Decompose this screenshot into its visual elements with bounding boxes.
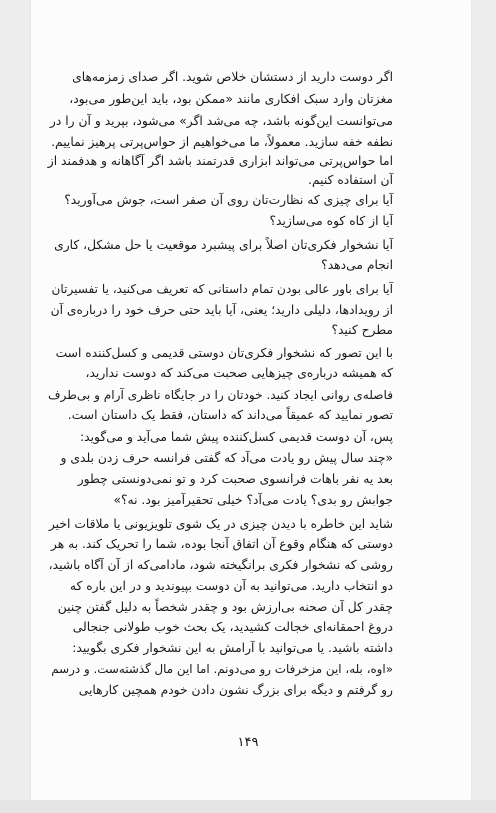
text-line: داشته باشید. یا می‌توانید با آرامش به این نشخوار فکری بگویید: <box>72 641 393 655</box>
text-line: روشی که نشخوار فکری برانگیخته شود، مادامی‌که از آن آگاه باشید، <box>48 558 393 572</box>
text-line: مغزتان وارد سبک افکاری مانند «ممکن بود، باید این‌طور می‌بود، <box>69 92 393 106</box>
text-line: که همیشه درباره‌ی چیزهایی صحبت می‌کند که دوست ندارید، <box>85 366 393 380</box>
text-line: دروغ احمقانه‌ای خجالت کشیدید، یک بحث خوب طولانی جنجالی <box>72 620 393 634</box>
text-line: از رویدادها، دلیلی دارید؛ یعنی، آیا باید حتی حرف خود را درباره‌ی آن <box>50 303 393 317</box>
text-line: آیا برای باور عالی بودن تمام داستانی که تعریف می‌کنید، یا تفسیرتان <box>51 282 393 296</box>
text-line: رو گرفتم و دیگه برای بزرگ نشون دادن خودم همچین کارهایی <box>78 683 393 697</box>
text-line: نطفه خفه سازید. معمولاً، ما می‌خواهیم از حواس‌پرتی پرهیز نماییم. <box>51 135 393 149</box>
text-line: شاید این خاطره با دیدن چیزی در یک شوی تلویزیونی یا ملاقات اخیر <box>48 517 393 531</box>
text-line: بعد یه نفر باهات فرانسوی صحبت کرد و تو نمی‌دونستی چطور <box>77 472 393 486</box>
text-line: می‌توانست این‌گونه باشد، چه می‌شد اگر» می‌شود، بپرید و آن را در <box>49 114 393 128</box>
text-line: آیا برای چیزی که نظارت‌تان روی آن صفر است، جوش می‌آورید؟ <box>64 193 393 207</box>
text-line: پس، آن دوست قدیمی کسل‌کننده پیش شما می‌آید و می‌گوید: <box>79 430 393 444</box>
text-line: جوابش رو بدی؟ یادت می‌آد؟ خیلی تحقیرآمیز بود. نه؟» <box>113 493 393 507</box>
text-line: «چند سال پیش رو یادت می‌آد که گفتی فرانسه حرف زدن بلدی و <box>60 451 393 465</box>
text-line: «اوه، بله، این مزخرفات رو می‌دونم. اما این مال گذشته‌ست. و درسم <box>51 662 393 676</box>
page-number: ۱۴۹ <box>237 735 259 750</box>
text-line: تصور نمایید که عمیقاً می‌داند که داستان، فقط یک داستان است. <box>67 408 393 422</box>
text-line: انجام می‌دهد؟ <box>321 258 393 272</box>
text-line: با این تصور که نشخوار فکری‌تان دوستی قدیمی و کسل‌کننده است <box>55 346 393 360</box>
text-line: مطرح کنید؟ <box>331 323 393 337</box>
text-line: دوستی که هنگام وقوع آن اتفاق آنجا بوده، شما را تحریک کند. به هر <box>50 537 393 551</box>
text-line: اما حواس‌پرتی می‌تواند ابزاری قدرتمند باشد اگر آگاهانه و هدفمند از <box>47 154 393 168</box>
text-line: اگر دوست دارید از دستشان خلاص شوید. اگر صدای زمزمه‌های <box>72 70 393 84</box>
text-line: فاصله‌ی روانی ایجاد کنید. خودتان را در جایگاه ناظری آرام و بی‌طرف <box>48 388 393 402</box>
text-line: آیا نشخوار فکری‌تان اصلاً برای پیشبرد موقعیت یا حل مشکل، کاری <box>54 238 393 252</box>
text-line: آن استفاده کنیم. <box>308 173 393 187</box>
bottom-strip <box>0 800 496 813</box>
text-line: چقدر کل آن صحنه بی‌ارزش بود و چقدر شخصاً به دلیل گفتن چنین <box>57 600 393 614</box>
text-line: آیا از کاه کوه می‌سازید؟ <box>269 214 393 228</box>
text-line: دو انتخاب دارید. می‌توانید به آن دوست بپیوندید و در این باره که <box>69 579 393 593</box>
